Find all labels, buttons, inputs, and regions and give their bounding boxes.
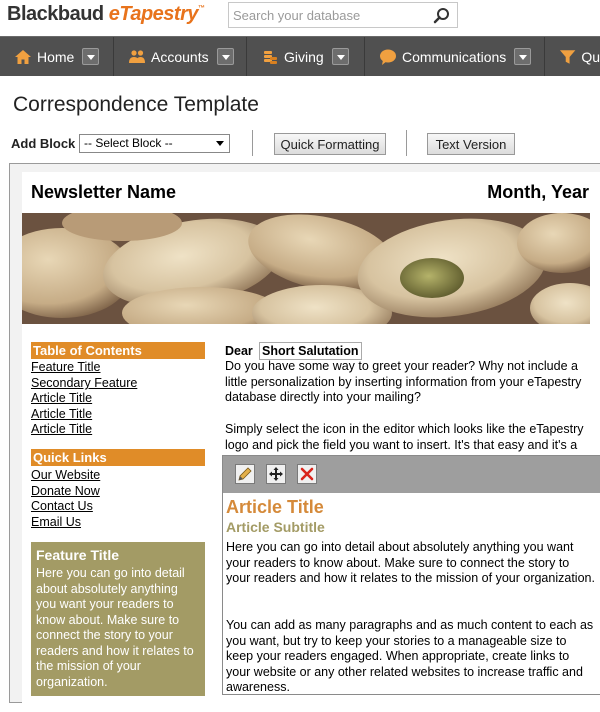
quick-link[interactable]: Our Website: [31, 468, 101, 482]
toc-link[interactable]: Article Title: [31, 391, 93, 405]
article-title: Article Title: [226, 497, 324, 517]
page-title: Correspondence Template: [13, 93, 259, 116]
greeting-paragraph: Do you have some way to greet your reader? Why not include a little personalization by inserting information from your eTapestry database directly into your mailing?: [225, 359, 582, 404]
divider: [252, 130, 253, 156]
greeting-paragraph: Simply select the icon in the editor which looks like the eTapestry logo and pick the field you want to insert. It's that easy and it's a: [225, 422, 584, 452]
newsletter-name[interactable]: Newsletter Name: [31, 182, 177, 202]
quick-formatting-button[interactable]: Quick Formatting: [274, 133, 386, 155]
toc-link[interactable]: Feature Title: [31, 360, 101, 374]
salutation-field[interactable]: Short Salutation: [259, 342, 362, 360]
search-input[interactable]: [233, 4, 428, 26]
feature-body: Here you can go into detail about absolutely anything you want your readers to know about. Make sure to connect the story to your readers and how it relates to the mission of your organization.: [36, 566, 194, 689]
people-icon: [128, 48, 146, 66]
move-block-button[interactable]: [266, 464, 286, 484]
nav-item-home[interactable]: Home: [0, 37, 114, 76]
article-subtitle: Article Subtitle: [226, 519, 325, 535]
quick-link[interactable]: Donate Now: [31, 484, 100, 498]
block-tools: [223, 456, 600, 493]
toc-link[interactable]: Article Title: [31, 422, 93, 436]
pencil-icon: [236, 465, 254, 483]
editor-frame: [9, 163, 600, 703]
add-block-label: Add Block: [11, 136, 76, 151]
editor-toolbar: [0, 130, 600, 158]
quick-link[interactable]: Contact Us: [31, 499, 93, 513]
greeting-dear: Dear: [225, 344, 253, 358]
pistachio-photo: [22, 213, 590, 324]
newsletter-date[interactable]: Month, Year: [487, 182, 589, 202]
nav-item-giving[interactable]: Giving: [247, 37, 365, 76]
nav-item-accounts[interactable]: Accounts: [114, 37, 247, 76]
article-paragraph: Here you can go into detail about absolutely anything you want your readers to know about. Make sure to connect the story to your readers and how it relates to the mission of your organization.: [226, 540, 595, 585]
text-version-button[interactable]: Text Version: [427, 133, 515, 155]
feature-title: Feature Title: [36, 547, 119, 563]
app-logo[interactable]: Blackbaud eTapestry™: [7, 3, 205, 25]
close-icon: [298, 465, 316, 483]
delete-block-button[interactable]: [297, 464, 317, 484]
article-block[interactable]: [222, 455, 600, 695]
block-select[interactable]: -- Select Block --: [79, 134, 230, 153]
toc-link[interactable]: Secondary Feature: [31, 376, 138, 390]
chevron-down-icon[interactable]: [514, 48, 531, 65]
feature-box[interactable]: [31, 542, 205, 696]
coins-icon: [261, 48, 279, 66]
quick-links-heading: Quick Links: [31, 449, 205, 466]
chevron-down-icon[interactable]: [332, 48, 349, 65]
quick-link[interactable]: Email Us: [31, 515, 82, 529]
divider: [406, 130, 407, 156]
toc-heading: Table of Contents: [31, 342, 205, 359]
move-icon: [267, 465, 285, 483]
newsletter-canvas[interactable]: [22, 172, 600, 712]
funnel-icon: [559, 48, 576, 66]
chevron-down-icon[interactable]: [82, 48, 99, 65]
toc-link[interactable]: Article Title: [31, 407, 93, 421]
speech-bubble-icon: [379, 48, 397, 66]
house-icon: [14, 48, 32, 66]
search-box: [228, 2, 458, 28]
edit-block-button[interactable]: [235, 464, 255, 484]
article-paragraph: You can add as many paragraphs and as much content to each as you want, but try to keep your stories to a manageable size to keep your readers engaged. When appropriate, create links to your website or any other related websites to increase traffic and awareness.: [226, 618, 594, 694]
banner-image[interactable]: [22, 213, 590, 324]
nav-item-communications[interactable]: Communications: [365, 37, 545, 76]
top-bar: [0, 0, 600, 36]
chevron-down-icon[interactable]: [217, 48, 234, 65]
search-icon[interactable]: [433, 7, 451, 25]
main-nav: [0, 36, 600, 76]
nav-item-queries[interactable]: Qu: [545, 37, 600, 76]
